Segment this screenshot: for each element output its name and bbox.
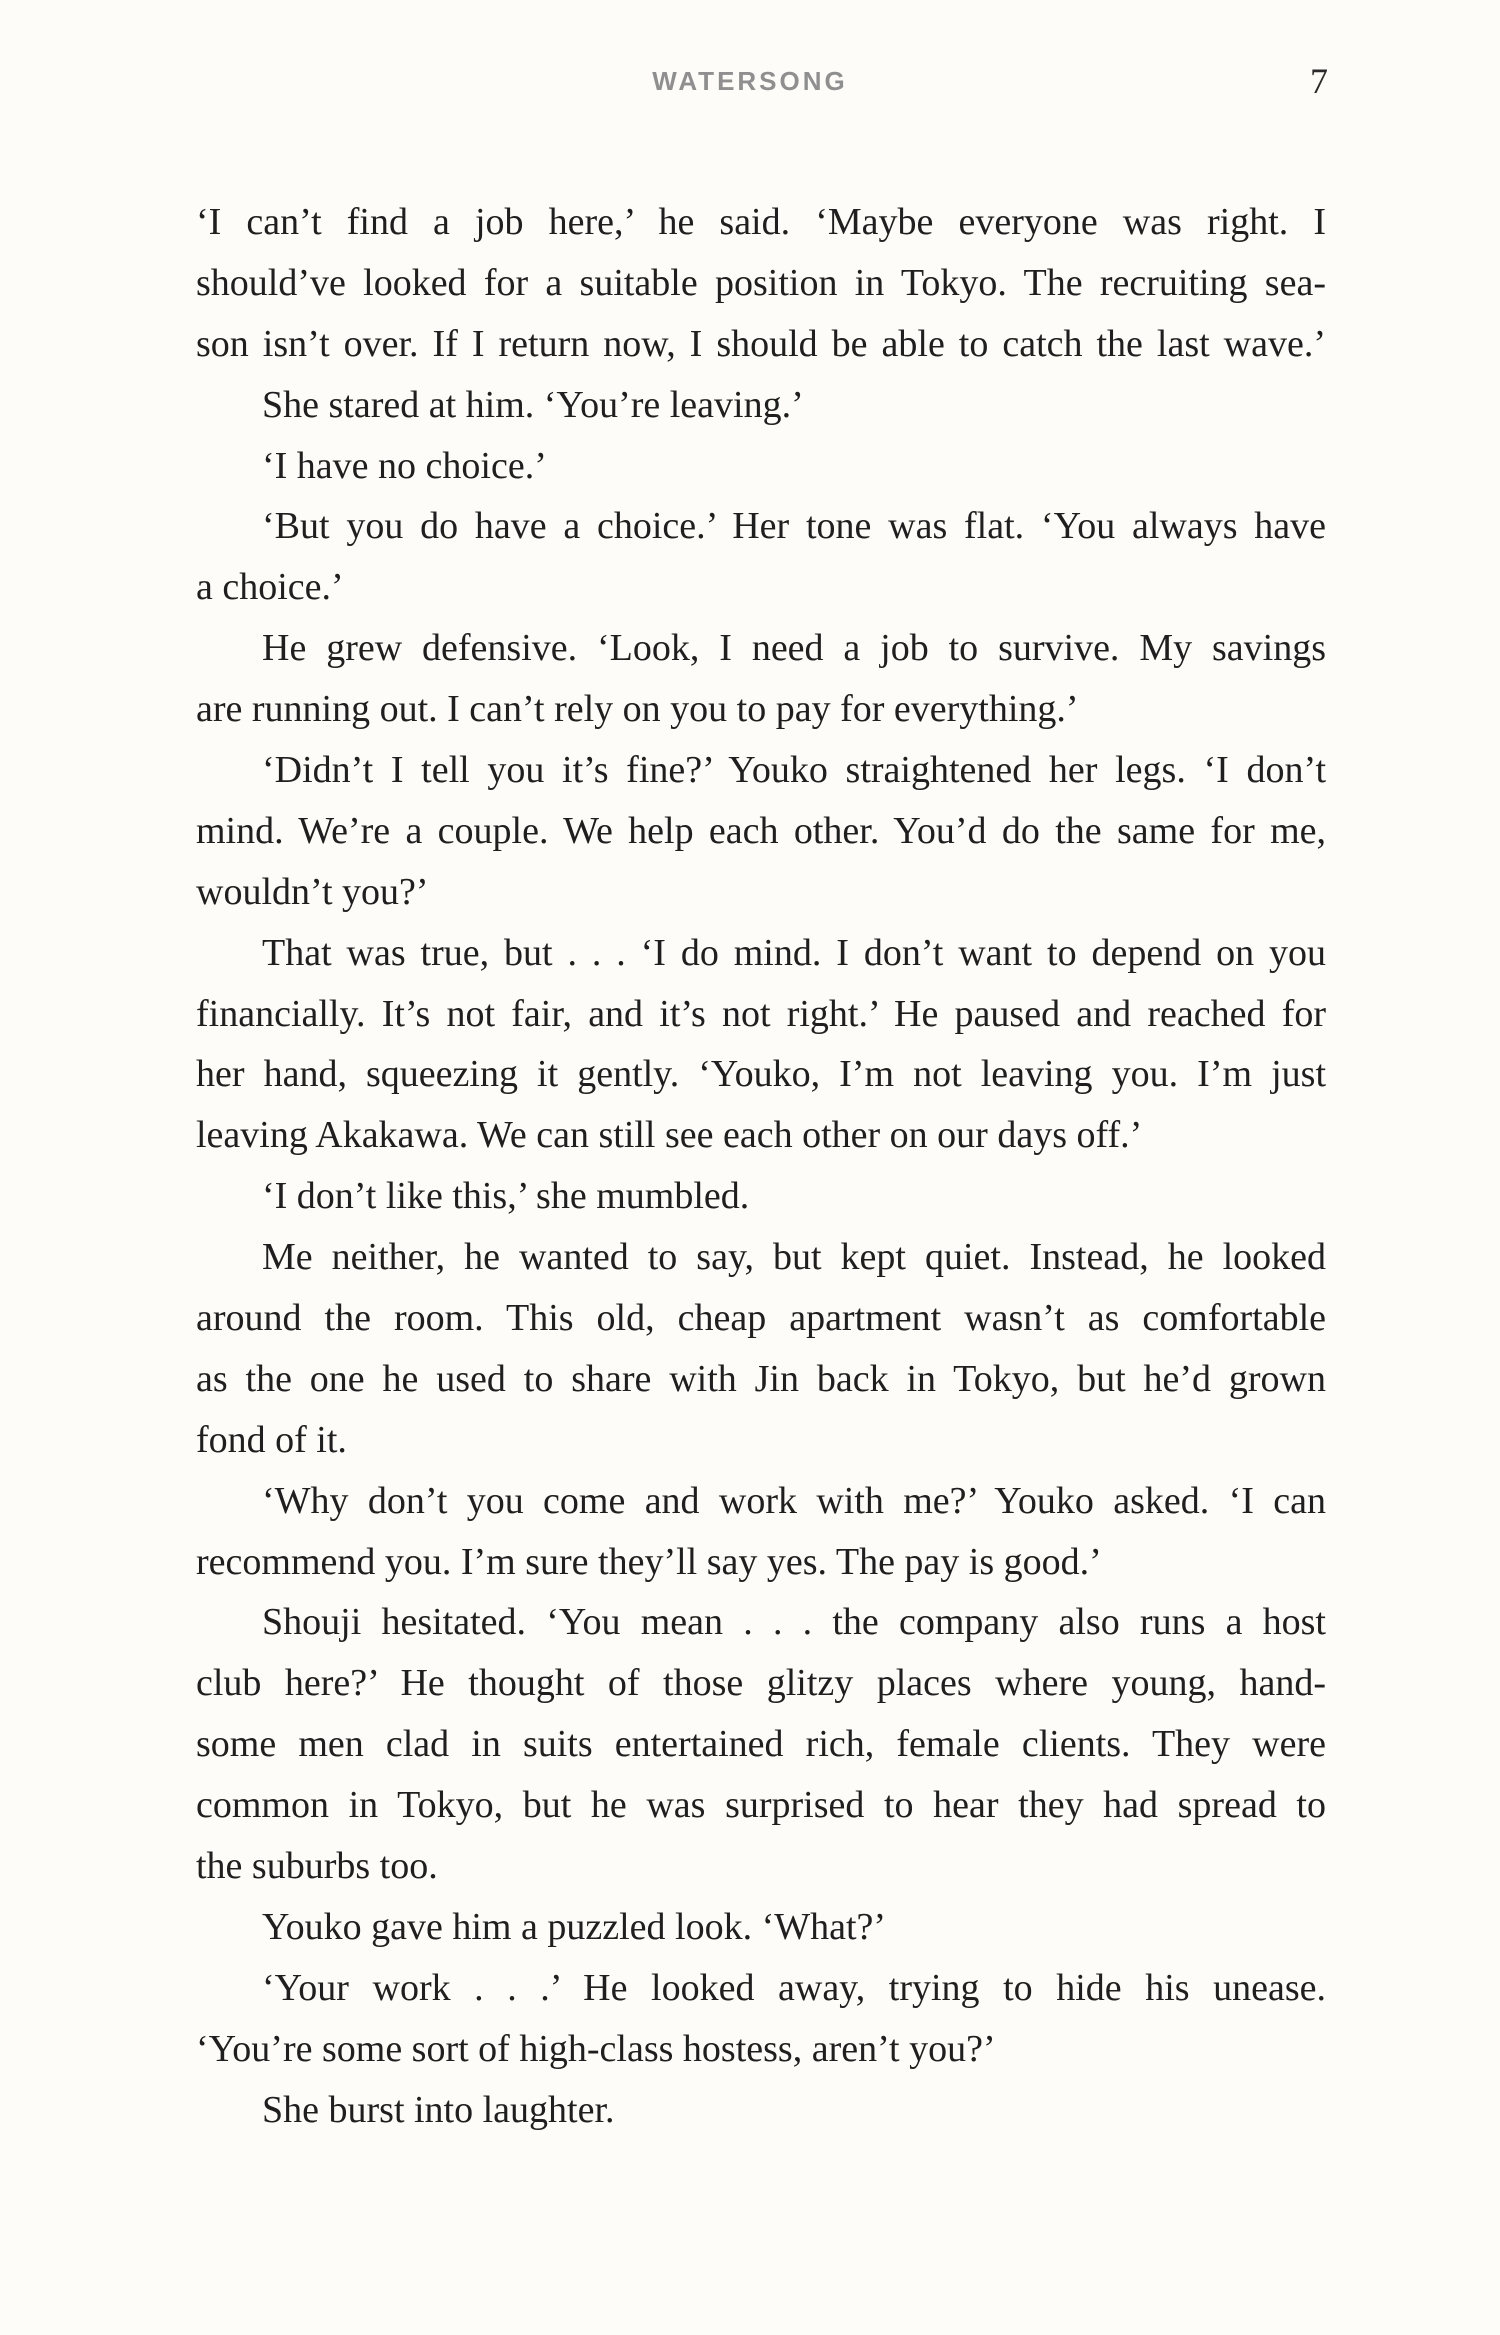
text-line: son isn’t over. If I return now, I should be able to catch the last wave.’ xyxy=(196,322,1326,365)
text-line: leaving Akakawa. We can still see each other on our days off.’ xyxy=(196,1114,1143,1157)
text-line: club here?’ He thought of those glitzy places where young, hand- xyxy=(196,1662,1326,1705)
text-line: her hand, squeezing it gently. ‘Youko, I’m not leaving you. I’m just xyxy=(196,1053,1326,1096)
text-line: ‘Why don’t you come and work with me?’ Youko asked. ‘I can xyxy=(262,1479,1326,1522)
text-line: Shouji hesitated. ‘You mean . . . the company also runs a host xyxy=(262,1601,1326,1644)
text-line: recommend you. I’m sure they’ll say yes. The pay is good.’ xyxy=(196,1540,1102,1583)
text-line: around the room. This old, cheap apartment wasn’t as comfortable xyxy=(196,1297,1326,1340)
text-line: fond of it. xyxy=(196,1418,347,1461)
text-line: She stared at him. ‘You’re leaving.’ xyxy=(262,383,804,426)
text-line: ‘I have no choice.’ xyxy=(262,444,547,487)
text-line: Youko gave him a puzzled look. ‘What?’ xyxy=(262,1905,887,1948)
text-line: financially. It’s not fair, and it’s not right.’ He paused and reached for xyxy=(196,992,1326,1035)
text-line: wouldn’t you?’ xyxy=(196,870,429,913)
text-line: common in Tokyo, but he was surprised to hear they had spread to xyxy=(196,1784,1326,1827)
text-line: ‘But you do have a choice.’ Her tone was flat. ‘You always have xyxy=(262,505,1326,548)
page-number: 7 xyxy=(1310,61,1328,101)
text-line: ‘I don’t like this,’ she mumbled. xyxy=(262,1175,750,1218)
text-line: as the one he used to share with Jin back in Tokyo, but he’d grown xyxy=(196,1357,1326,1400)
text-line: ‘Didn’t I tell you it’s fine?’ Youko straightened her legs. ‘I don’t xyxy=(262,749,1326,792)
text-line: should’ve looked for a suitable position in Tokyo. The recruiting sea- xyxy=(196,261,1326,304)
running-title: WATERSONG xyxy=(652,66,848,96)
text-line: She burst into laughter. xyxy=(262,2088,615,2131)
text-line: Me neither, he wanted to say, but kept quiet. Instead, he looked xyxy=(262,1236,1326,1279)
text-line: ‘Your work . . .’ He looked away, trying to hide his unease. xyxy=(262,1966,1326,2009)
text-line: the suburbs too. xyxy=(196,1845,438,1888)
text-line: a choice.’ xyxy=(196,566,344,609)
running-header xyxy=(0,61,1500,116)
text-line: ‘You’re some sort of high-class hostess, aren’t you?’ xyxy=(196,2027,996,2070)
text-line: That was true, but . . . ‘I do mind. I don’t want to depend on you xyxy=(262,931,1326,974)
text-line: He grew defensive. ‘Look, I need a job to survive. My savings xyxy=(262,627,1326,670)
body-text xyxy=(196,192,1326,2141)
text-line: some men clad in suits entertained rich, female clients. They were xyxy=(196,1723,1326,1766)
text-line: mind. We’re a couple. We help each other. You’d do the same for me, xyxy=(196,809,1326,852)
text-line: are running out. I can’t rely on you to pay for everything.’ xyxy=(196,688,1079,731)
text-line: ‘I can’t find a job here,’ he said. ‘Maybe everyone was right. I xyxy=(196,201,1326,243)
